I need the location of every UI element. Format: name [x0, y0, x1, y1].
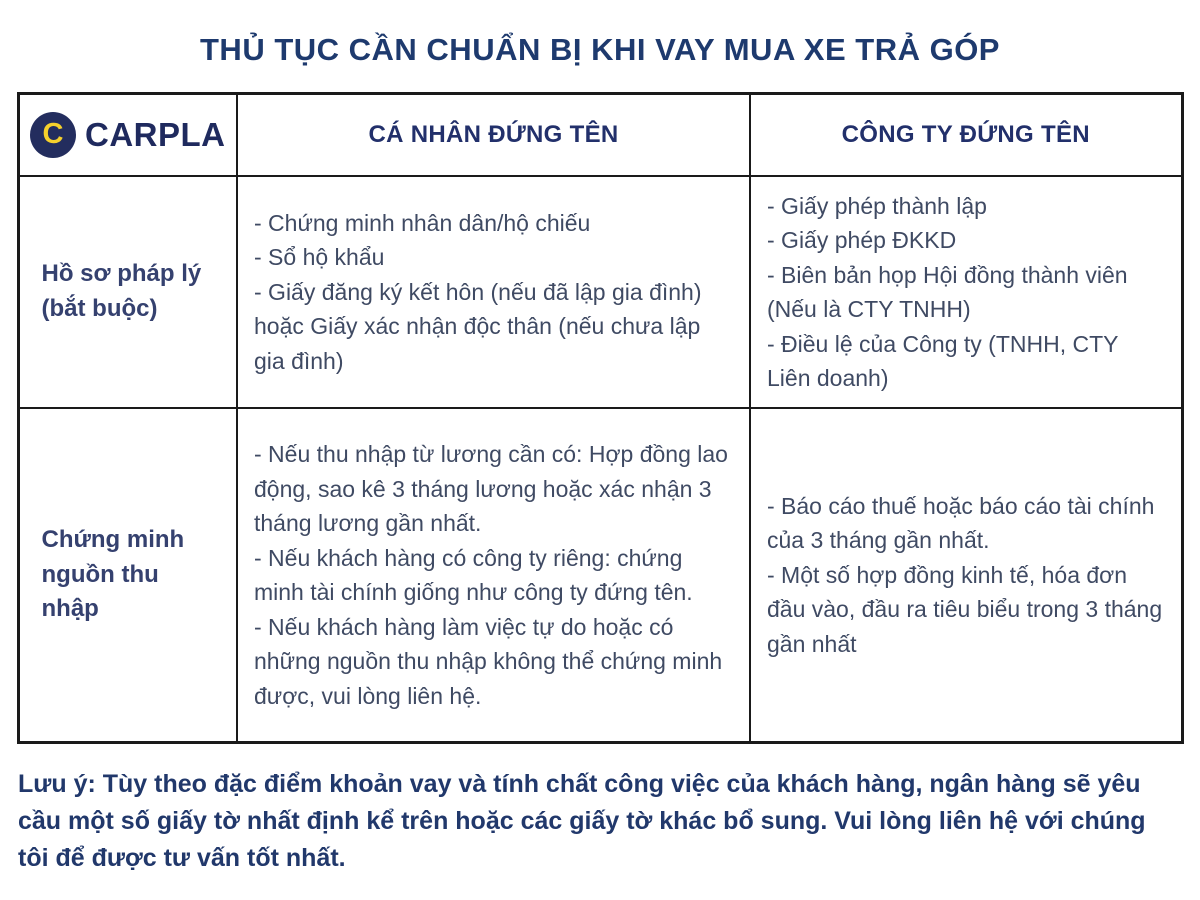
list-item: - Giấy đăng ký kết hôn (nếu đã lập gia đình) hoặc Giấy xác nhận độc thân (nếu chưa lập gia đình) — [254, 278, 702, 374]
carpla-logo — [21, 112, 236, 158]
income-company-cell — [750, 408, 1182, 743]
legal-company-list — [752, 179, 1180, 406]
legal-personal-list — [239, 196, 748, 389]
list-item: - Một số hợp đồng kinh tế, hóa đơn đầu vào, đầu ra tiêu biểu trong 3 tháng gần nhất — [767, 561, 1163, 657]
column-header-company: CÔNG TY ĐỨNG TÊN — [750, 94, 1182, 177]
table-row-legal-documents — [18, 176, 1182, 408]
income-personal-cell — [237, 408, 750, 743]
logo-cell — [18, 94, 237, 177]
legal-company-cell — [750, 176, 1182, 408]
table-header-row — [18, 94, 1182, 177]
loan-documents-table — [17, 92, 1184, 744]
table-row-income-proof — [18, 408, 1182, 743]
list-item: - Chứng minh nhân dân/hộ chiếu — [254, 209, 591, 236]
list-item: - Nếu thu nhập từ lương cần có: Hợp đồng lao động, sao kê 3 tháng lương hoặc xác nhận 3 tháng lương gần nhất. — [254, 441, 728, 536]
list-item: - Biên bản họp Hội đồng thành viên (Nếu là CTY TNHH) — [767, 261, 1128, 322]
carpla-c-badge-icon — [30, 112, 76, 158]
carpla-badge-letter: C — [42, 117, 64, 150]
income-personal-list — [239, 427, 748, 723]
row-label-cell — [18, 176, 237, 408]
list-item: - Báo cáo thuế hoặc báo cáo tài chính của 3 tháng gần nhất. — [767, 492, 1155, 554]
list-item: - Giấy phép ĐKKD — [767, 227, 957, 253]
income-company-list — [752, 479, 1180, 672]
list-item: - Sổ hộ khẩu — [254, 244, 385, 271]
column-header-personal: CÁ NHÂN ĐỨNG TÊN — [237, 94, 750, 177]
row-label-cell — [18, 408, 237, 743]
list-item: - Giấy phép thành lập — [767, 192, 987, 219]
footer-note: Lưu ý: Tùy theo đặc điểm khoản vay và tính chất công việc của khách hàng, ngân hàng sẽ yêu cầu một số giấy tờ nhất định kể trên hoặc các giấy tờ khác bổ sung. Vui lòng liên hệ với chúng tôi để được tư vấn tốt nhất. — [18, 770, 1146, 872]
legal-personal-cell — [237, 176, 750, 408]
list-item: - Nếu khách hàng làm việc tự do hoặc có những nguồn thu nhập không thể chứng minh được, vui lòng liên hệ. — [254, 613, 723, 709]
page-title: THỦ TỤC CẦN CHUẨN BỊ KHI VAY MUA XE TRẢ GÓP — [200, 32, 1000, 67]
list-item: - Điều lệ của Công ty (TNHH, CTY Liên doanh) — [767, 330, 1119, 391]
list-item: - Nếu khách hàng có công ty riêng: chứng minh tài chính giống như công ty đứng tên. — [254, 544, 693, 605]
brand-name: CARPLA — [85, 116, 226, 153]
row-label-legal: Hồ sơ pháp lý (bắt buộc) — [41, 260, 202, 322]
row-label-income: Chứng minh nguồn thu nhập — [41, 525, 185, 623]
